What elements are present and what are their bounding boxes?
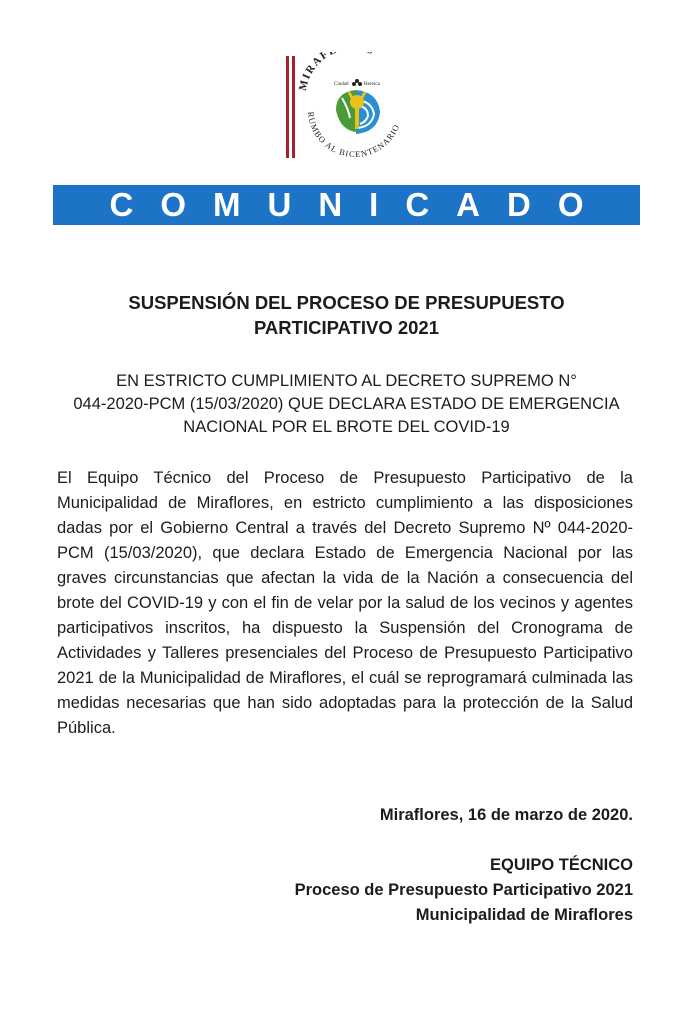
comunicado-banner — [53, 185, 640, 225]
logo-tag-right: Heroica — [364, 82, 380, 87]
subtitle-line-3: NACIONAL POR EL BROTE DEL COVID-19 — [183, 418, 510, 436]
signature-line-1: EQUIPO TÉCNICO — [489, 856, 633, 874]
signature-line-3: Municipalidad de Miraflores — [415, 906, 633, 924]
logo-arc-top-text: MIRAF — [296, 52, 332, 92]
subtitle-line-1: EN ESTRICTO CUMPLIMIENTO AL DECRETO SUPREMO N° — [116, 372, 577, 390]
logo-tag-left: Ciudad — [334, 82, 349, 87]
body-paragraph: El Equipo Técnico del Proceso de Presupuesto Participativo de la Municipalidad de Miraflores, en estricto cumplimiento a las disposiciones dadas por el Gobierno Central a través del Decreto Supremo Nº 044-2020-PCM (15/03/2020), que declara Estado de Emergencia Nacional por las graves circunstancias que afectan la vida de la Nación a consecuencia del brote del COVID-19 y con el fin de velar por la salud de los vecinos y agentes participativos inscritos, ha dispuesto la Suspensión del Cronograma de Actividades y Talleres presenciales del Proceso de Presupuesto Participativo 2021 de la Municipalidad de Miraflores, el cuál se reprogramará culminada las medidas necesarias que han sido adoptadas para la protección de la Salud Pública. — [57, 469, 633, 737]
title-line-1: SUSPENSIÓN DEL PROCESO DE PRESUPUESTO — [128, 292, 565, 313]
miraflores-logo — [284, 52, 414, 160]
document-subtitle — [53, 370, 640, 439]
subtitle-line-2: 044-2020-PCM (15/03/2020) QUE DECLARA ESTADO DE EMERGENCIA — [73, 395, 620, 413]
date-line: Miraflores, 16 de marzo de 2020. — [379, 806, 633, 824]
document-title — [53, 290, 640, 340]
signature-line-2: Proceso de Presupuesto Participativo 2021 — [294, 881, 633, 899]
title-line-2: PARTICIPATIVO 2021 — [253, 317, 440, 338]
logo-arc-bottom-text: RUMBO AL BICENTENARIO — [305, 111, 402, 160]
miraflores-emblem-icon — [284, 52, 414, 160]
banner-title: COMUNICADO — [109, 186, 611, 223]
